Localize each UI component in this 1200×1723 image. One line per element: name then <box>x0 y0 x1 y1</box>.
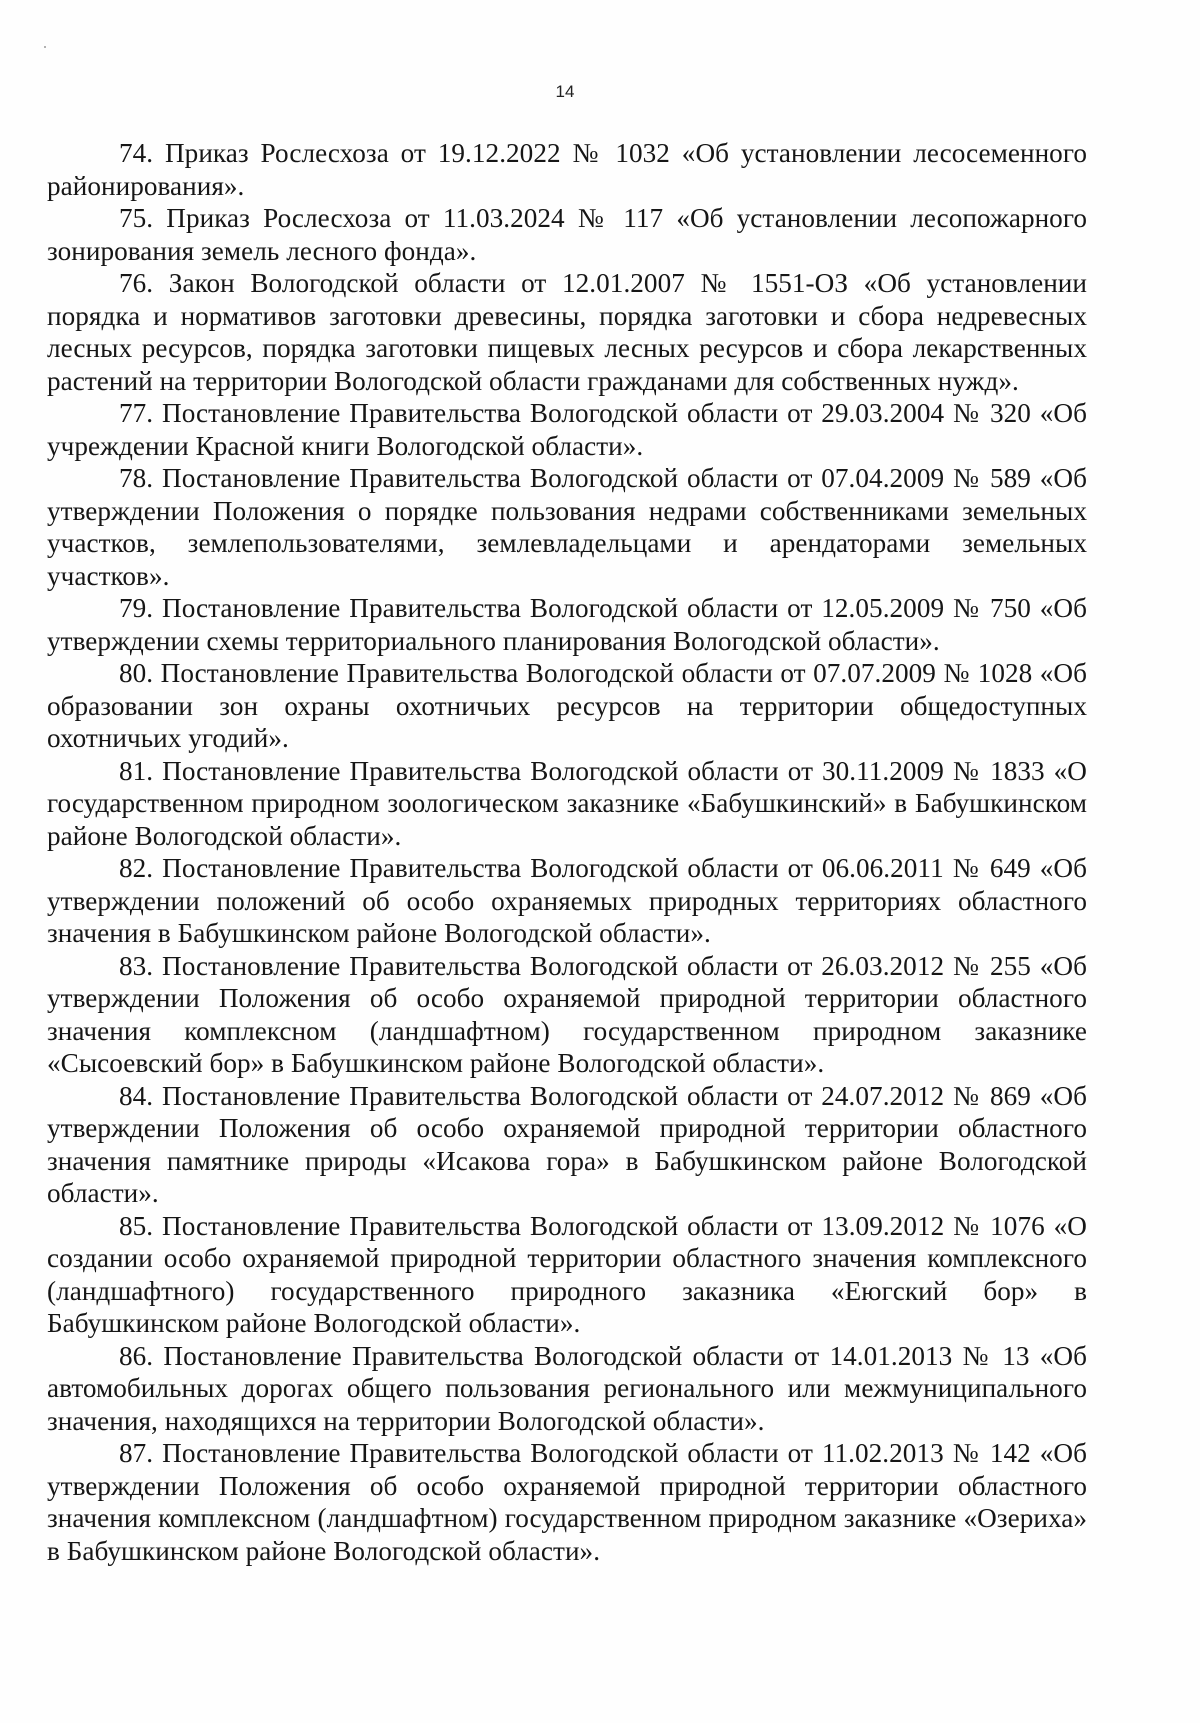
list-item: 87. Постановление Правительства Вологодской области от 11.02.2013 № 142 «Об утверждении Положения об особо охраняемой природной территории областного значения комплексном (ландшафтном) государственном природном заказнике «Озериха» в Бабушкинском районе Вологодской области». <box>47 1438 1087 1566</box>
scan-artifact <box>44 46 46 48</box>
list-item: 83. Постановление Правительства Вологодской области от 26.03.2012 № 255 «Об утверждении Положения об особо охраняемой природной территории областного значения комплексном (ландшафтном) государственном природном заказнике «Сысоевский бор» в Бабушкинском районе Вологодской области». <box>47 950 1087 1078</box>
list-item: 79. Постановление Правительства Вологодской области от 12.05.2009 № 750 «Об утверждении схемы территориального планирования Вологодской области». <box>47 593 1087 656</box>
list-item: 81. Постановление Правительства Вологодской области от 30.11.2009 № 1833 «О государственном природном зоологическом заказнике «Бабушкинский» в Бабушкинском районе Вологодской области». <box>47 755 1087 851</box>
list-item: 78. Постановление Правительства Вологодской области от 07.04.2009 № 589 «Об утверждении Положения о порядке пользования недрами собственниками земельных участков, землепользователями, землевладельцами и арендаторами земельных участков». <box>47 463 1087 591</box>
list-item: 85. Постановление Правительства Вологодской области от 13.09.2012 № 1076 «О создании особо охраняемой природной территории областного значения комплексного (ландшафтного) государственного природного заказника «Еюгский бор» в Бабушкинском районе Вологодской области». <box>47 1210 1087 1338</box>
list-item: 77. Постановление Правительства Вологодской области от 29.03.2004 № 320 «Об учреждении Красной книги Вологодской области». <box>47 398 1087 461</box>
list-item: 86. Постановление Правительства Вологодской области от 14.01.2013 № 13 «Об автомобильных дорогах общего пользования регионального или межмуниципального значения, находящихся на территории Вологодской области». <box>47 1340 1087 1436</box>
page-number: 14 <box>555 82 575 101</box>
list-item: 82. Постановление Правительства Вологодской области от 06.06.2011 № 649 «Об утверждении положений об особо охраняемых природных территориях областного значения в Бабушкинском районе Вологодской области». <box>47 853 1087 948</box>
list-item: 76. Закон Вологодской области от 12.01.2007 № 1551-ОЗ «Об установлении порядка и нормативов заготовки древесины, порядка заготовки и сбора недревесных лесных ресурсов, порядка заготовки пищевых лесных ресурсов и сбора лекарственных растений на территории Вологодской области гражданами для собственных нужд». <box>47 268 1087 396</box>
list-item: 84. Постановление Правительства Вологодской области от 24.07.2012 № 869 «Об утверждении Положения об особо охраняемой природной территории областного значения памятнике природы «Исакова гора» в Бабушкинском районе Вологодской области». <box>47 1080 1087 1208</box>
list-item: 75. Приказ Рослесхоза от 11.03.2024 № 117 «Об установлении лесопожарного зонирования земель лесного фонда». <box>47 203 1087 266</box>
list-item: 80. Постановление Правительства Вологодской области от 07.07.2009 № 1028 «Об образовании зон охраны охотничьих ресурсов на территории общедоступных охотничьих угодий». <box>47 658 1087 753</box>
list-item: 74. Приказ Рослесхоза от 19.12.2022 № 1032 «Об установлении лесосеменного районирования». <box>47 138 1087 201</box>
document-body <box>47 137 1087 1567</box>
